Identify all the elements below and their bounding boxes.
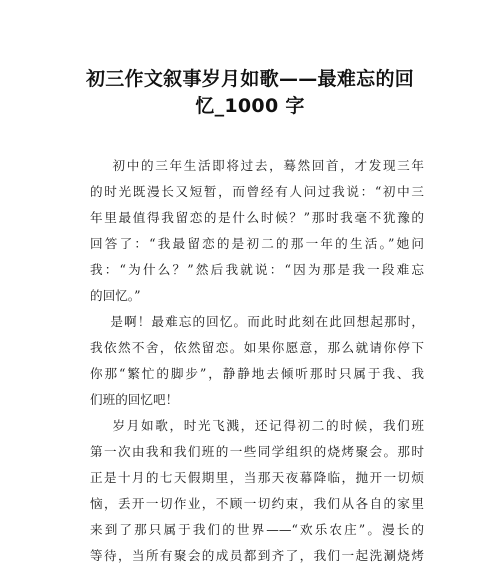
- body-line: 回答了：“我最留恋的是初二的那一年的生活。”她问: [90, 236, 424, 251]
- body-line: 的时光既漫长又短暂，而曾经有人问过我说：“初中三: [90, 184, 424, 199]
- body-line: 岁月如歌，时光飞溅，还记得初二的时候，我们班: [90, 418, 424, 433]
- body-line: 正是十月的七天假期里，当那天夜幕降临，抛开一切烦: [90, 470, 424, 485]
- body-line: 的回忆。”: [90, 288, 141, 303]
- body-line: 年里最值得我留恋的是什么时候？”那时我毫不犹豫的: [90, 210, 424, 225]
- document-title: [60, 66, 440, 120]
- body-line: 我：“为什么？”然后我就说：“因为那是我一段难忘: [90, 262, 424, 277]
- body-line: 恼，丢开一切作业，不顾一切约束，我们从各自的家里: [90, 496, 424, 511]
- body-line: 等待，当所有聚会的成员都到齐了，我们一起洗涮烧烤: [90, 548, 424, 563]
- title-line: 忆_1000 字: [195, 95, 305, 117]
- title-line: 初三作文叙事岁月如歌——最难忘的回: [85, 68, 415, 90]
- body-line: 们班的回忆吧！: [90, 392, 179, 407]
- body-line: 初中的三年生活即将过去，蓦然回首，才发现三年: [90, 158, 424, 173]
- body-line: 第一次由我和我们班的一些同学组织的烧烤聚会。那时: [90, 444, 424, 459]
- body-line: 是啊！最难忘的回忆。而此时此刻在此回想起那时，: [90, 314, 424, 329]
- document-body: [90, 153, 424, 566]
- body-line: 来到了那只属于我们的世界——“欢乐农庄”。漫长的: [90, 522, 424, 537]
- body-line: 我依然不舍，依然留恋。如果你愿意，那么就请你停下: [90, 340, 424, 355]
- body-line: 你那“繁忙的脚步”，静静地去倾听那时只属于我、我: [90, 366, 424, 381]
